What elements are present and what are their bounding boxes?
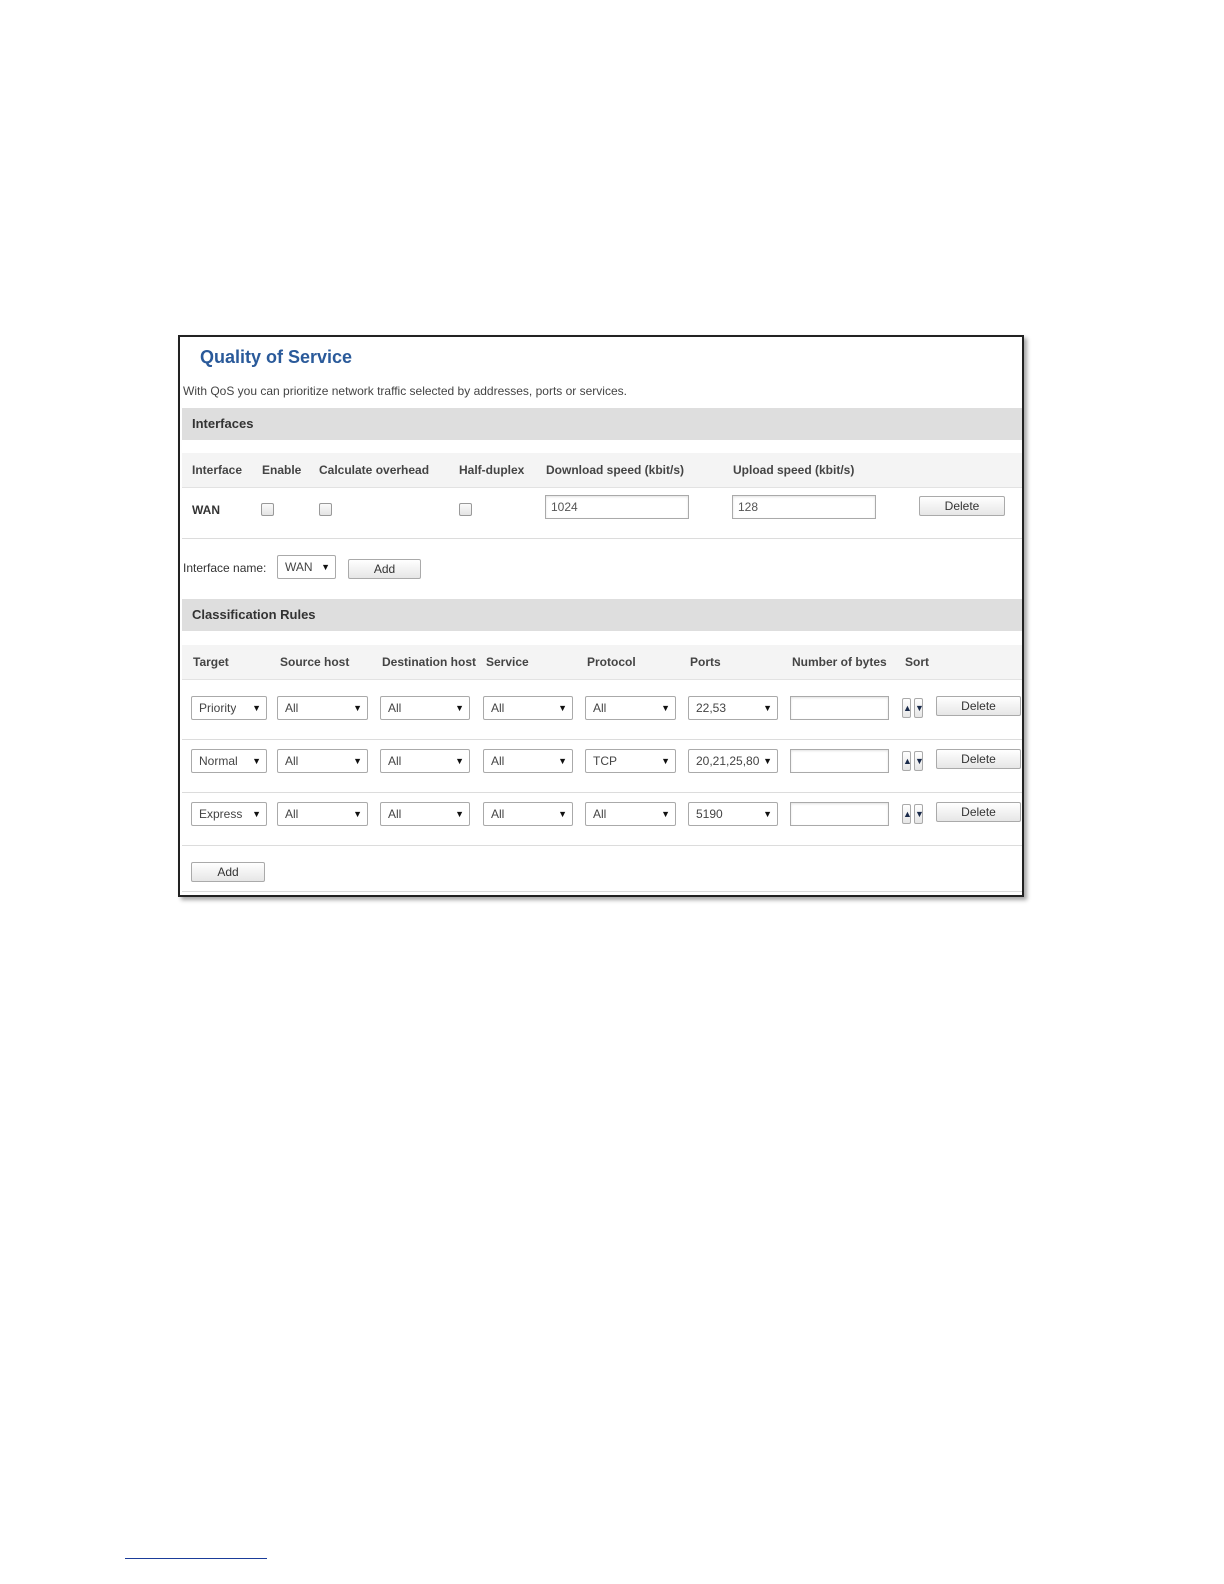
triangle-down-icon: ▼ [353, 809, 362, 819]
target-value: Priority [199, 701, 237, 715]
protocol-select[interactable] [585, 749, 676, 773]
destination-host-value: All [388, 754, 402, 768]
destination-host-select[interactable] [380, 696, 470, 720]
col-half-duplex: Half-duplex [459, 463, 525, 477]
source-host-select[interactable] [277, 696, 368, 720]
triangle-down-icon: ▼ [763, 756, 772, 766]
destination-host-select[interactable] [380, 802, 470, 826]
col-interface: Interface [192, 463, 243, 477]
target-select[interactable] [191, 802, 267, 826]
triangle-down-icon: ▼ [558, 703, 567, 713]
col-target: Target [193, 655, 229, 669]
triangle-down-icon: ▼ [455, 809, 464, 819]
protocol-value: TCP [593, 754, 617, 768]
triangle-down-icon: ▼ [558, 809, 567, 819]
col-source-host: Source host [280, 655, 350, 669]
triangle-down-icon: ▼ [455, 756, 464, 766]
triangle-down-icon: ▼ [353, 703, 362, 713]
interfaces-header-row [182, 453, 1022, 488]
source-host-select[interactable] [277, 749, 368, 773]
triangle-down-icon: ▼ [353, 756, 362, 766]
triangle-down-icon: ▼ [661, 756, 670, 766]
triangle-down-icon: ▼ [252, 703, 261, 713]
service-value: All [491, 701, 505, 715]
rules-section-title: Classification Rules [182, 599, 1022, 631]
triangle-down-icon: ▼ [252, 809, 261, 819]
page-title: Quality of Service [200, 347, 353, 367]
col-protocol: Protocol [587, 655, 636, 669]
delete-rule-button[interactable]: Delete [936, 802, 1021, 822]
service-select[interactable] [483, 749, 573, 773]
download-speed-input[interactable]: 1024 [545, 495, 689, 519]
delete-interface-button[interactable]: Delete [919, 496, 1005, 516]
target-value: Normal [199, 754, 238, 768]
number-of-bytes-input[interactable] [790, 696, 889, 720]
row-divider [182, 538, 1022, 539]
triangle-down-icon: ▼ [661, 703, 670, 713]
ports-value: 22,53 [696, 701, 727, 715]
service-value: All [491, 807, 505, 821]
service-select[interactable] [483, 802, 573, 826]
target-select[interactable] [191, 696, 267, 720]
interface-name-value: WAN [285, 560, 313, 574]
source-host-select[interactable] [277, 802, 368, 826]
row-divider [182, 739, 1022, 740]
destination-host-value: All [388, 701, 402, 715]
ports-select[interactable] [688, 802, 778, 826]
qos-panel [178, 335, 1024, 897]
source-host-value: All [285, 807, 299, 821]
col-sort: Sort [905, 655, 929, 669]
interface-name-cell: WAN [192, 503, 220, 517]
triangle-down-icon: ▼ [558, 756, 567, 766]
col-ports: Ports [690, 655, 721, 669]
protocol-value: All [593, 807, 607, 821]
interface-name-select[interactable] [277, 555, 336, 579]
triangle-down-icon: ▼ [321, 562, 330, 572]
calculate-overhead-checkbox[interactable] [319, 503, 332, 516]
upload-speed-input[interactable]: 128 [732, 495, 876, 519]
service-select[interactable] [483, 696, 573, 720]
ports-select[interactable] [688, 749, 778, 773]
arrow-up-icon[interactable]: ▲ [902, 804, 911, 824]
col-enable: Enable [262, 463, 302, 477]
service-value: All [491, 754, 505, 768]
ports-select[interactable] [688, 696, 778, 720]
number-of-bytes-input[interactable] [790, 749, 889, 773]
arrow-up-icon[interactable]: ▲ [902, 751, 911, 771]
ports-value: 20,21,25,80 [696, 754, 759, 768]
delete-rule-button[interactable]: Delete [936, 696, 1021, 716]
col-upload-speed: Upload speed (kbit/s) [733, 463, 855, 477]
number-of-bytes-input[interactable] [790, 802, 889, 826]
target-value: Express [199, 807, 243, 821]
interface-name-label: Interface name: [183, 561, 267, 575]
col-destination-host: Destination host [382, 655, 477, 669]
add-interface-button[interactable]: Add [348, 559, 421, 579]
destination-host-value: All [388, 807, 402, 821]
row-divider [182, 891, 1022, 892]
arrow-down-icon[interactable]: ▼ [914, 698, 923, 718]
arrow-down-icon[interactable]: ▼ [914, 804, 923, 824]
half-duplex-checkbox[interactable] [459, 503, 472, 516]
rules-header-row [182, 645, 1022, 680]
target-select[interactable] [191, 749, 267, 773]
col-download-speed: Download speed (kbit/s) [546, 463, 685, 477]
enable-checkbox[interactable] [261, 503, 274, 516]
footnote-separator [125, 1558, 267, 1559]
protocol-value: All [593, 701, 607, 715]
source-host-value: All [285, 754, 299, 768]
page-description: With QoS you can prioritize network traffic selected by addresses, ports or services. [183, 384, 627, 398]
triangle-down-icon: ▼ [252, 756, 261, 766]
source-host-value: All [285, 701, 299, 715]
interfaces-section-title: Interfaces [182, 408, 1022, 440]
row-divider [182, 792, 1022, 793]
add-rule-button[interactable]: Add [191, 862, 265, 882]
delete-rule-button[interactable]: Delete [936, 749, 1021, 769]
triangle-down-icon: ▼ [763, 809, 772, 819]
col-number-of-bytes: Number of bytes [792, 655, 887, 669]
protocol-select[interactable] [585, 802, 676, 826]
col-service: Service [486, 655, 529, 669]
ports-value: 5190 [696, 807, 723, 821]
protocol-select[interactable] [585, 696, 676, 720]
triangle-down-icon: ▼ [455, 703, 464, 713]
row-divider [182, 845, 1022, 846]
col-calculate-overhead: Calculate overhead [319, 463, 430, 477]
destination-host-select[interactable] [380, 749, 470, 773]
arrow-up-icon[interactable]: ▲ [902, 698, 911, 718]
triangle-down-icon: ▼ [661, 809, 670, 819]
triangle-down-icon: ▼ [763, 703, 772, 713]
arrow-down-icon[interactable]: ▼ [914, 751, 923, 771]
